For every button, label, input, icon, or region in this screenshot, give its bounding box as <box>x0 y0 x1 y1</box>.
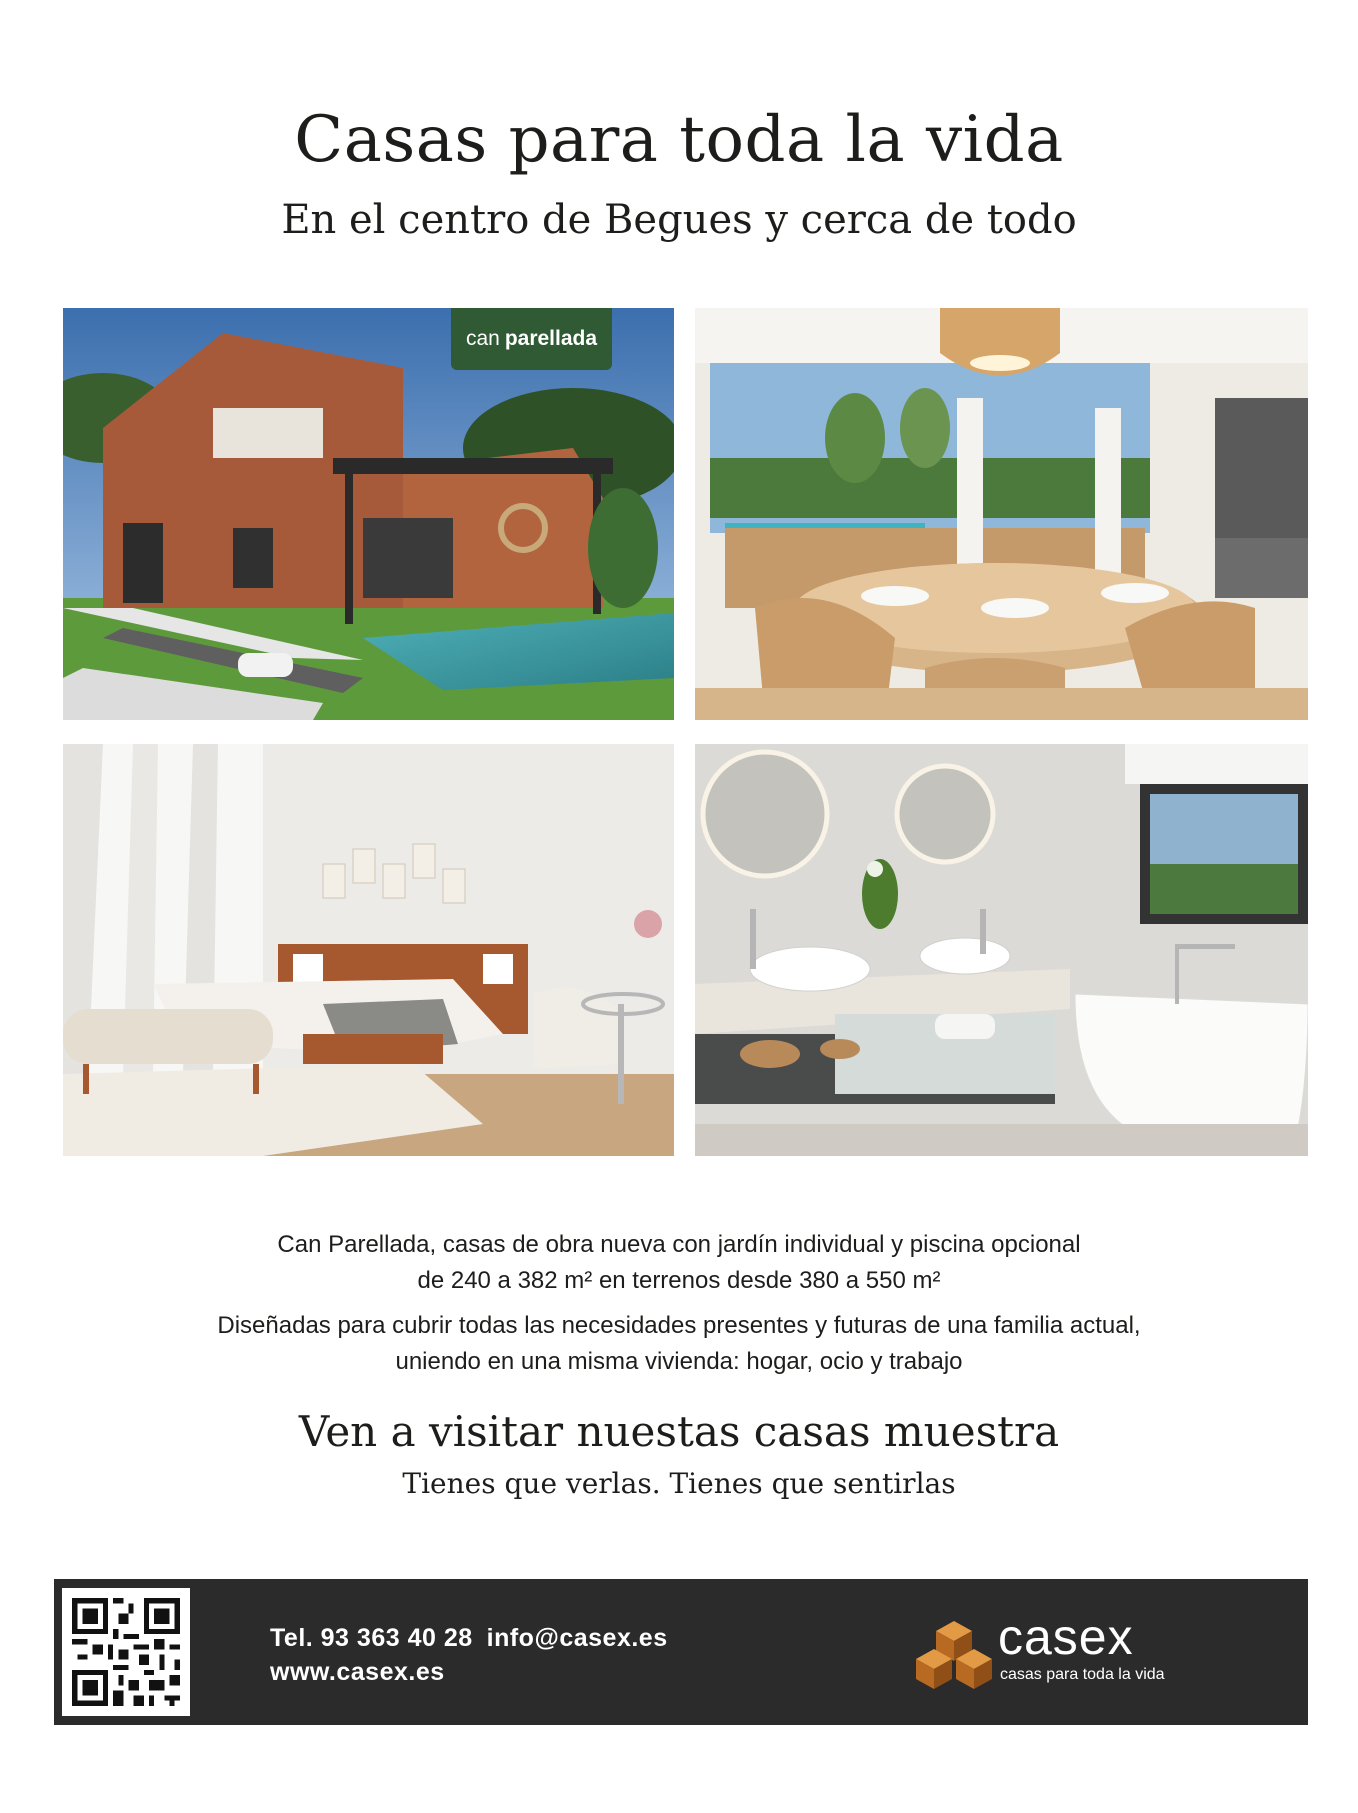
phone-link[interactable]: Tel. 93 363 40 28 <box>270 1624 473 1652</box>
brand-name: casex <box>998 1609 1134 1665</box>
page-subtitle: En el centro de Begues y cerca de todo <box>281 197 1077 243</box>
website-link[interactable]: www.casex.es <box>270 1658 445 1686</box>
dining-room-photo <box>695 308 1308 720</box>
visit-heading: Ven a visitar nuestas casas muestra <box>298 1407 1060 1456</box>
bathroom-photo <box>695 744 1308 1156</box>
exterior-house-photo <box>63 308 674 720</box>
badge-name: parellada <box>504 327 598 350</box>
description-line-1: Can Parellada, casas de obra nueva con jardín individual y piscina opcional <box>277 1231 1081 1258</box>
email-link[interactable]: info@casex.es <box>486 1624 668 1652</box>
badge-prefix: can <box>465 327 500 350</box>
can-parellada-badge <box>451 308 612 370</box>
brand-tagline: casas para toda la vida <box>1000 1666 1165 1683</box>
casex-logo-icon <box>914 1619 994 1695</box>
description-line-4: uniendo en una misma vivienda: hogar, ocio y trabajo <box>395 1348 963 1375</box>
description-block-1 <box>0 1227 1358 1299</box>
bedroom-photo <box>63 744 674 1156</box>
contact-footer <box>54 1579 1308 1725</box>
description-line-3: Diseñadas para cubrir todas las necesidades presentes y futuras de una familia actual, <box>217 1312 1141 1339</box>
description-block-2 <box>0 1308 1358 1380</box>
page-title: Casas para toda la vida <box>294 103 1064 177</box>
visit-tagline: Tienes que verlas. Tienes que sentirlas <box>402 1467 956 1500</box>
qr-code-icon[interactable] <box>62 1588 190 1716</box>
description-line-2: de 240 a 382 m² en terrenos desde 380 a 550 m² <box>417 1267 941 1294</box>
contact-info <box>270 1621 682 1689</box>
